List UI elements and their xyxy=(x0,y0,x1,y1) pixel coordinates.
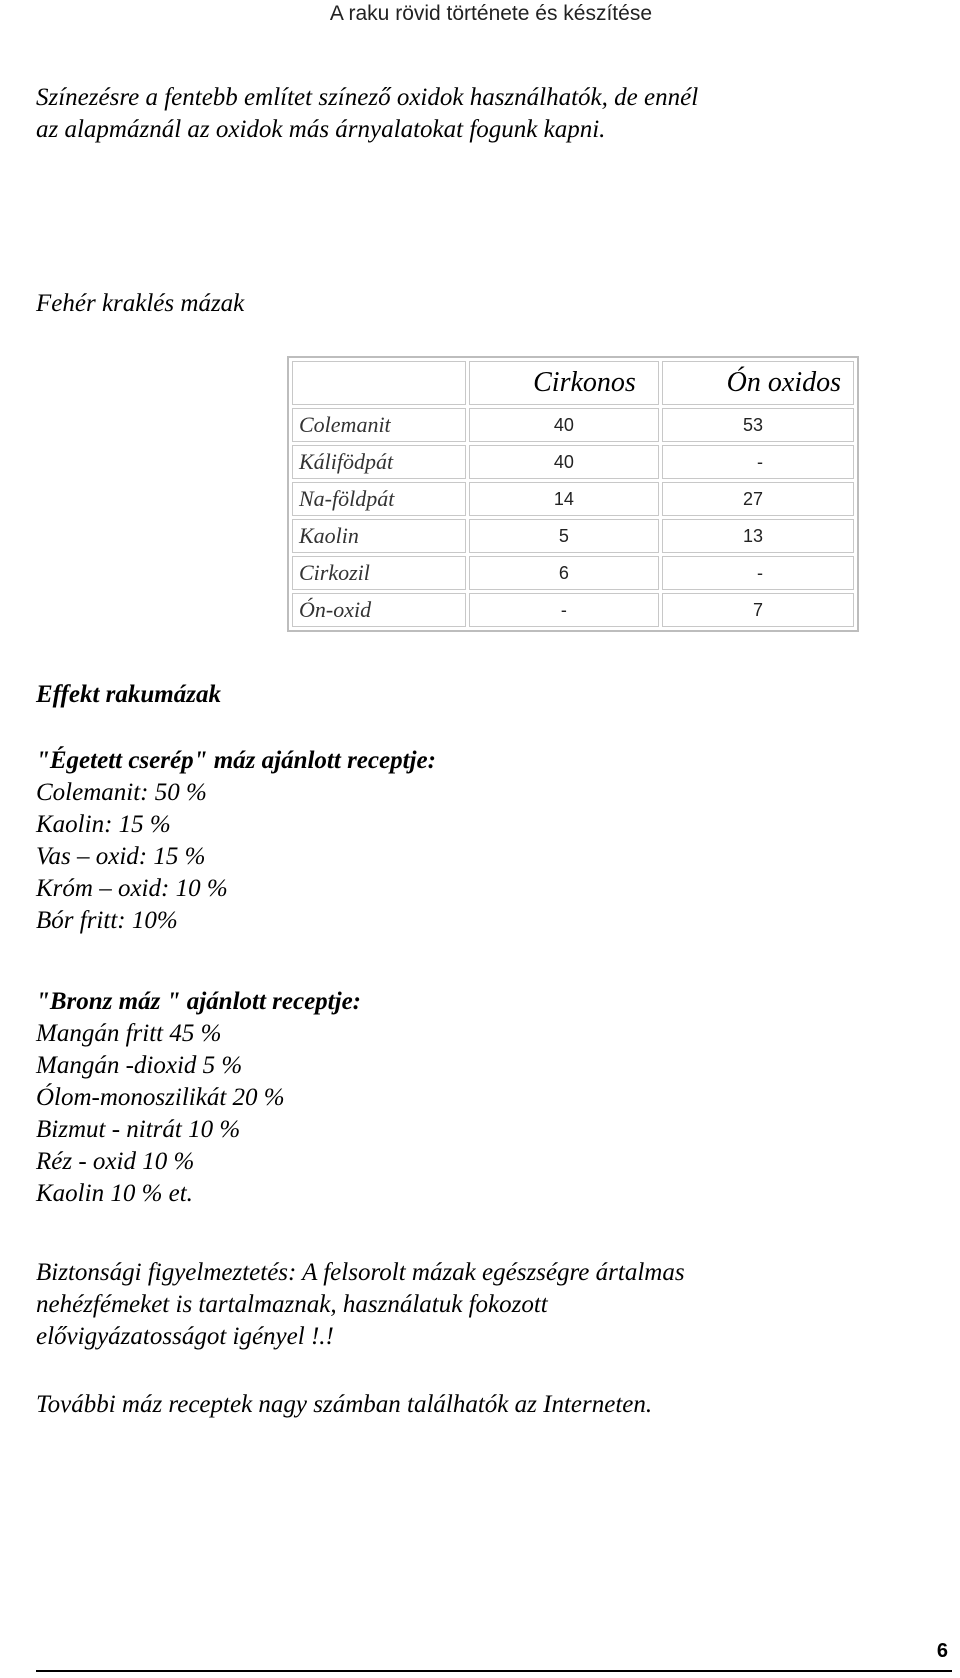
recipe-item: Króm – oxid: 10 % xyxy=(36,875,228,902)
ingredient-name: Kaolin xyxy=(292,519,466,553)
ingredient-name: Na-földpát xyxy=(292,482,466,516)
table-row xyxy=(292,445,854,479)
recipe-title: "Égetett cserép" máz ajánlott receptje: xyxy=(36,747,436,774)
cirkonos-value: 40 xyxy=(469,408,659,442)
table-row xyxy=(292,519,854,553)
cirkonos-value: 14 xyxy=(469,482,659,516)
table-row xyxy=(292,408,854,442)
warning-line: nehézfémeket is tartalmaznak, használatuk fokozott xyxy=(36,1291,548,1318)
crackle-glaze-table xyxy=(287,356,859,632)
on-oxidos-value: 7 xyxy=(662,593,854,627)
recipe-item: Bór fritt: 10% xyxy=(36,907,178,934)
recipe-bronz-maz xyxy=(36,986,361,1210)
table-row xyxy=(292,593,854,627)
recipe-item: Kaolin: 15 % xyxy=(36,811,171,838)
on-oxidos-value: 27 xyxy=(662,482,854,516)
cirkonos-value: 40 xyxy=(469,445,659,479)
recipe-item: Ólom-monoszilikát 20 % xyxy=(36,1084,285,1111)
table-row xyxy=(292,482,854,516)
safety-warning xyxy=(36,1257,685,1353)
section-heading-feher: Fehér kraklés mázak xyxy=(36,290,245,317)
on-oxidos-value: 13 xyxy=(662,519,854,553)
table-header-empty xyxy=(292,361,466,405)
intro-line: Színezésre a fentebb említet színező oxidok használhatók, de ennél xyxy=(36,84,699,111)
ingredient-name: Kálifödpát xyxy=(292,445,466,479)
ingredient-name: Ón-oxid xyxy=(292,593,466,627)
recipe-title: "Bronz máz " ajánlott receptje: xyxy=(36,988,361,1015)
ingredient-name: Colemanit xyxy=(292,408,466,442)
intro-line: az alapmáznál az oxidok más árnyalatokat fogunk kapni. xyxy=(36,116,606,143)
recipe-item: Vas – oxid: 15 % xyxy=(36,843,206,870)
footer-rule xyxy=(36,1670,952,1672)
table-row xyxy=(292,556,854,590)
section-heading-effekt: Effekt rakumázak xyxy=(36,681,221,708)
recipe-item: Bizmut - nitrát 10 % xyxy=(36,1116,241,1143)
recipe-item: Colemanit: 50 % xyxy=(36,779,207,806)
running-header-title: A raku rövid története és készítése xyxy=(329,2,652,25)
recipe-egetett-cserep xyxy=(36,745,436,937)
recipe-item: Mangán -dioxid 5 % xyxy=(36,1052,243,1079)
table-header-row xyxy=(292,361,854,405)
table-header-on-oxidos: Ón oxidos xyxy=(662,361,854,405)
warning-line: elővigyázatosságot igényel !.! xyxy=(36,1323,334,1350)
cirkonos-value: 6 xyxy=(469,556,659,590)
recipe-item: Kaolin 10 % et. xyxy=(36,1180,193,1207)
on-oxidos-value: 53 xyxy=(662,408,854,442)
on-oxidos-value: - xyxy=(662,556,854,590)
further-recipes-note: További máz receptek nagy számban találhatók az Interneten. xyxy=(36,1391,653,1418)
cirkonos-value: 5 xyxy=(469,519,659,553)
page-number: 6 xyxy=(936,1640,948,1662)
cirkonos-value: - xyxy=(469,593,659,627)
on-oxidos-value: - xyxy=(662,445,854,479)
table-header-cirkonos: Cirkonos xyxy=(469,361,659,405)
recipe-item: Mangán fritt 45 % xyxy=(36,1020,222,1047)
warning-line: Biztonsági figyelmeztetés: A felsorolt mázak egészségre ártalmas xyxy=(36,1259,685,1286)
recipe-item: Réz - oxid 10 % xyxy=(36,1148,195,1175)
intro-paragraph xyxy=(36,82,698,146)
ingredient-name: Cirkozil xyxy=(292,556,466,590)
